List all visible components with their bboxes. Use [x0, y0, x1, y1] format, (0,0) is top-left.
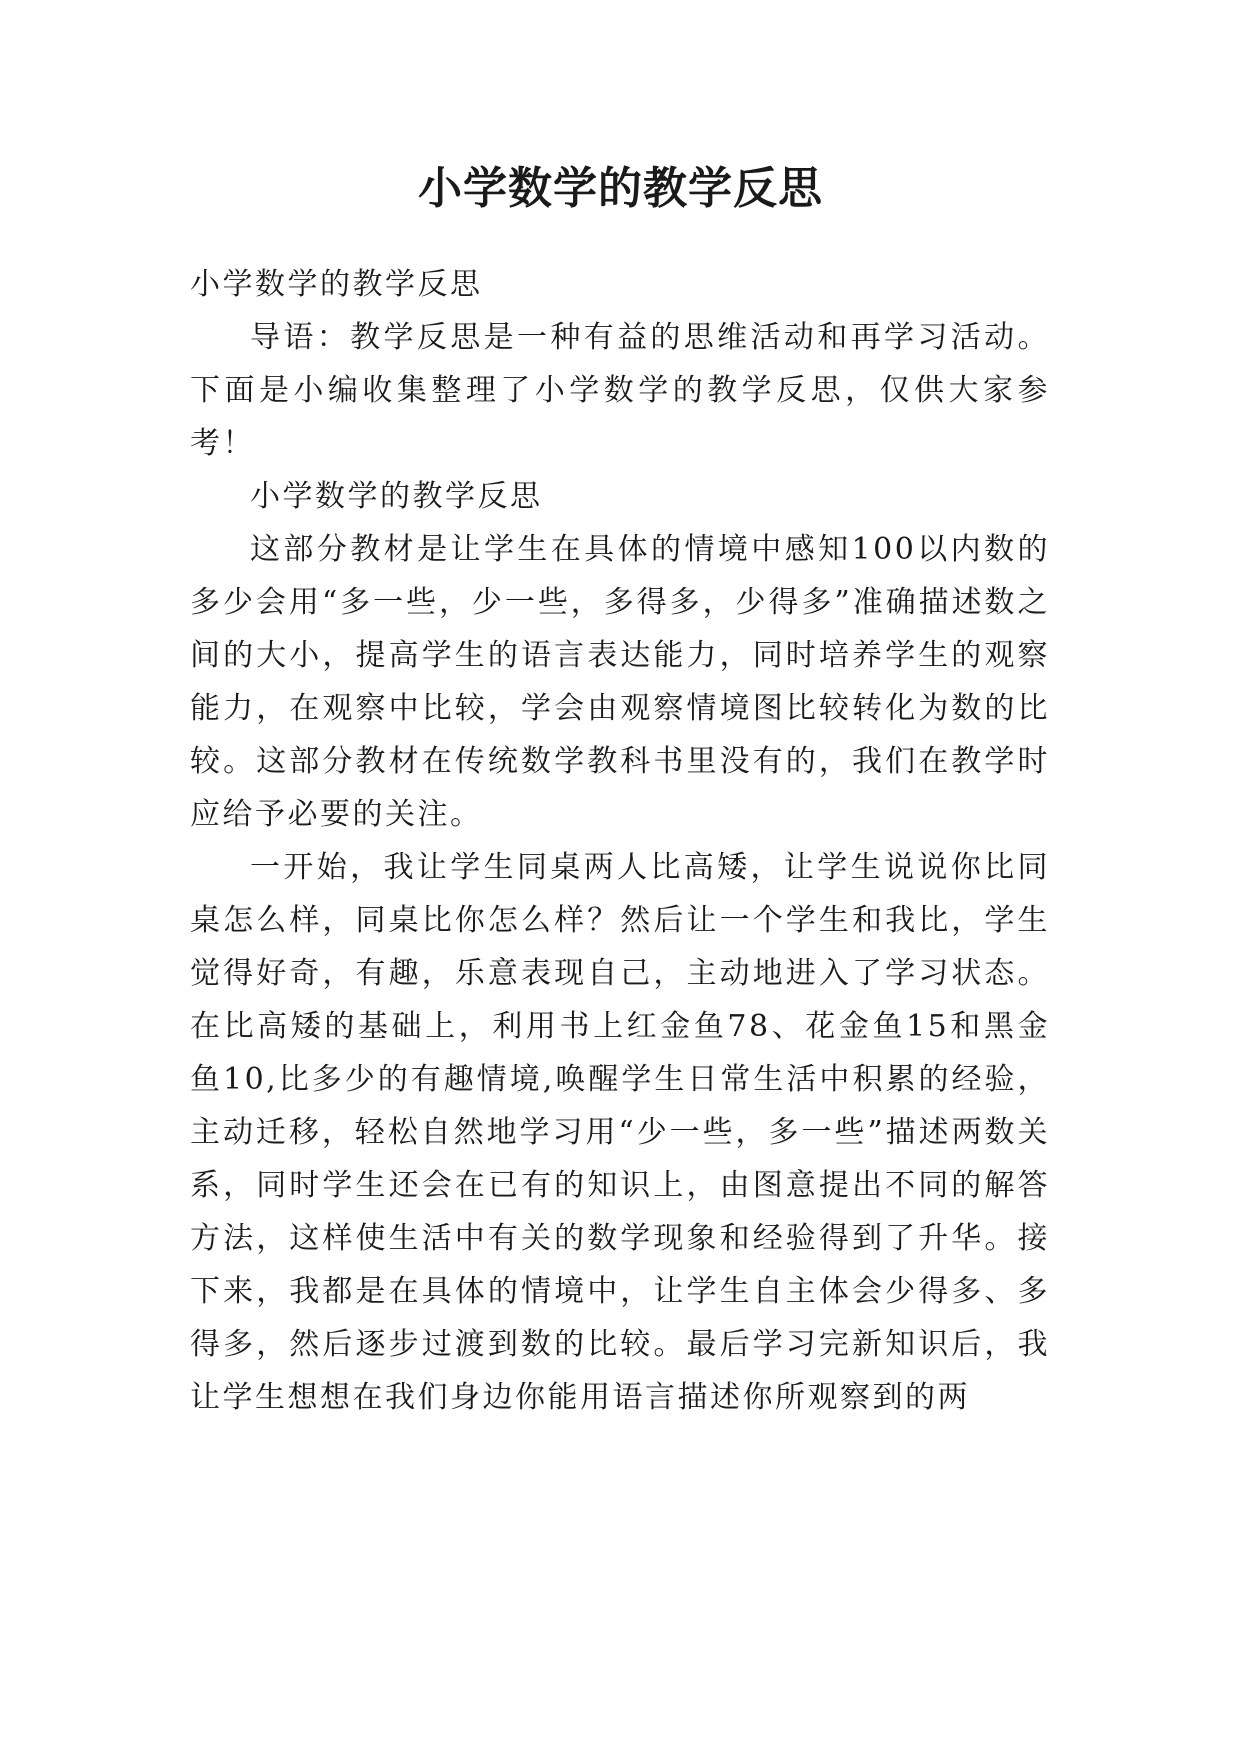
body-subtitle: 小学数学的教学反思 [190, 267, 483, 302]
intro-paragraph: 导语：教学反思是一种有益的思维活动和再学习活动。下面是小编收集整理了小学数学的教学反思，仅供大家参考！ [190, 320, 1050, 461]
document-title: 小学数学的教学反思 [418, 163, 823, 214]
document-body [190, 258, 1050, 1424]
body-paragraph: 这部分教材是让学生在具体的情境中感知100以内数的多少会用“多一些，少一些，多得多，少得多”准确描述数之间的大小，提高学生的语言表达能力，同时培养学生的观察能力，在观察中比较，学会由观察情境图比较转化为数的比较。这部分教材在传统数学教科书里没有的，我们在教学时应给予必要的关注。 [190, 532, 1050, 832]
section-heading: 小学数学的教学反思 [250, 479, 543, 514]
body-paragraph: 一开始，我让学生同桌两人比高矮，让学生说说你比同桌怎么样，同桌比你怎么样？然后让一个学生和我比，学生觉得好奇，有趣，乐意表现自己，主动地进入了学习状态。在比高矮的基础上，利用书上红金鱼78、花金鱼15和黑金鱼10,比多少的有趣情境,唤醒学生日常生活中积累的经验，主动迁移，轻松自然地学习用“少一些，多一些”描述两数关系，同时学生还会在已有的知识上，由图意提出不同的解答方法，这样使生活中有关的数学现象和经验得到了升华。接下来，我都是在具体的情境中，让学生自主体会少得多、多得多，然后逐步过渡到数的比较。最后学习完新知识后，我让学生想想在我们身边你能用语言描述你所观察到的两 [190, 850, 1050, 1415]
